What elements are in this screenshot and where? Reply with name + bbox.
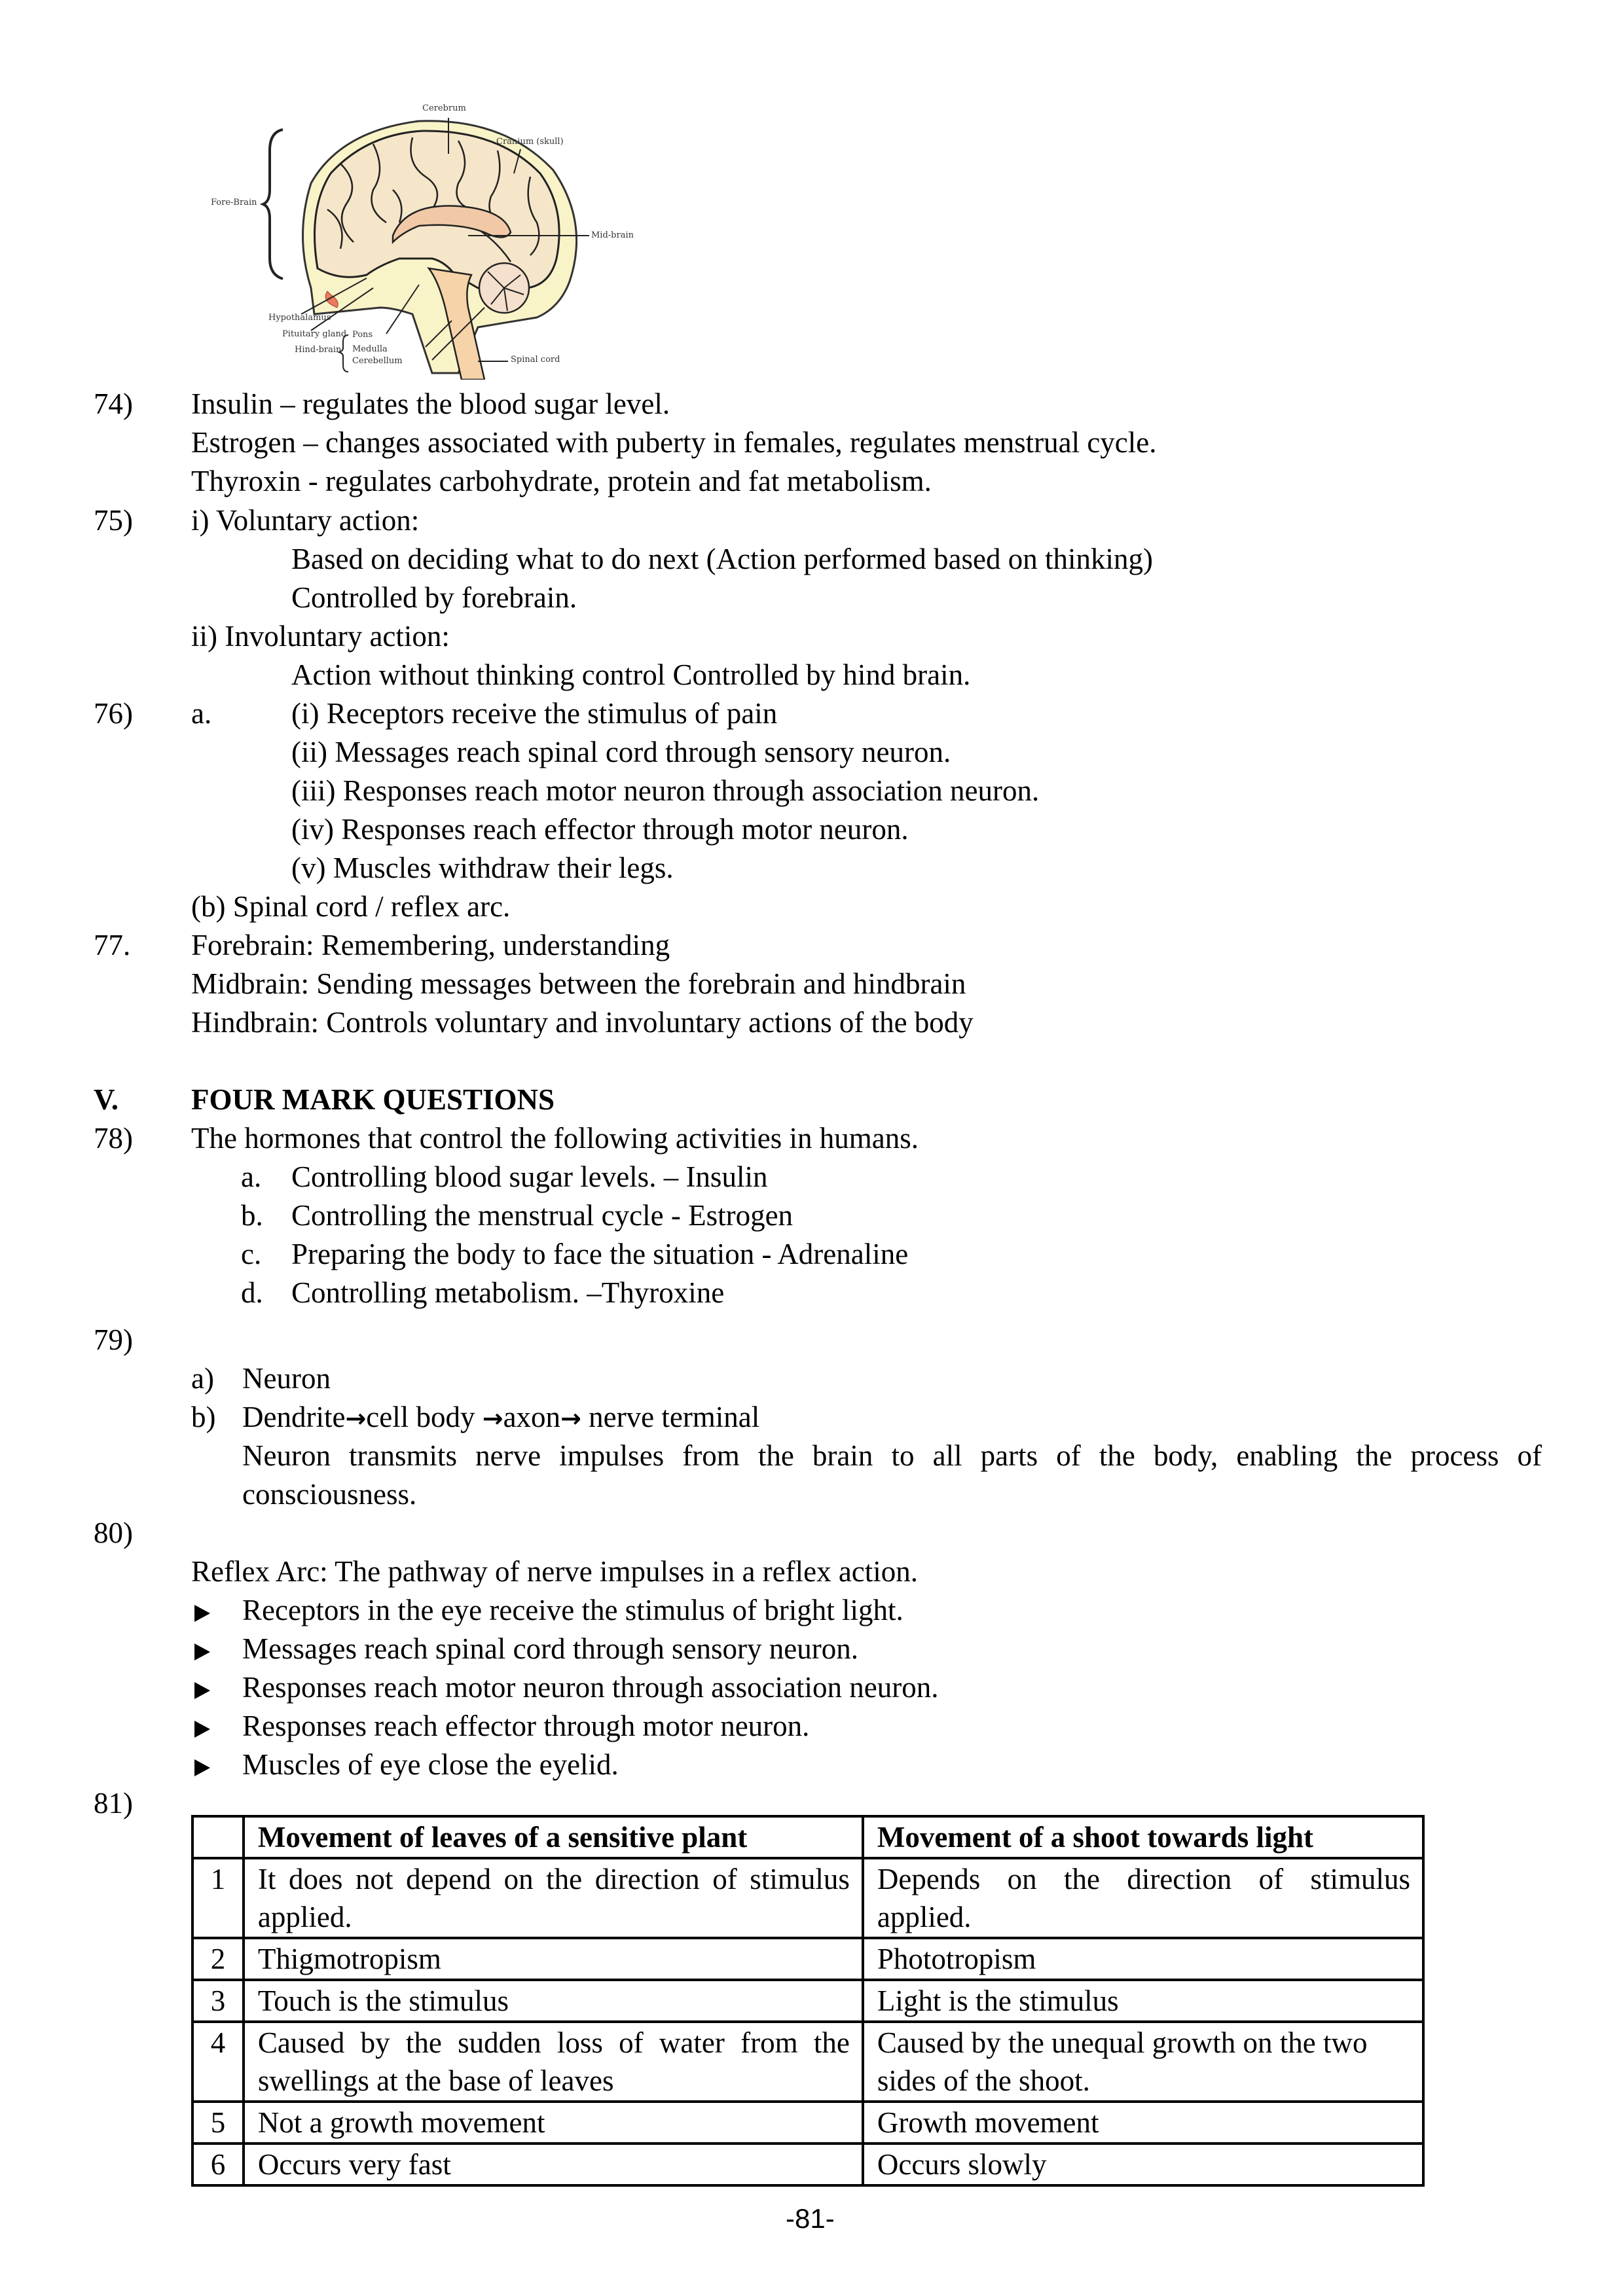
q80-bullet-2 bbox=[194, 1630, 210, 1668]
cell-shoot: Occurs slowly bbox=[863, 2144, 1423, 2185]
row-number: 2 bbox=[192, 1938, 244, 1980]
label-cerebrum: Cerebrum bbox=[422, 103, 466, 113]
q80-item-2: Messages reach spinal cord through sensory neuron. bbox=[242, 1632, 859, 1665]
row-number: 5 bbox=[192, 2102, 244, 2144]
q78-item-c-label: c. bbox=[241, 1238, 262, 1270]
q78-item-a-label: a. bbox=[241, 1160, 262, 1193]
q78-intro: The hormones that control the following activities in humans. bbox=[191, 1122, 919, 1155]
label-pons: Pons bbox=[352, 330, 373, 340]
q77-number: 77. bbox=[94, 929, 131, 961]
table-header-shoot: Movement of a shoot towards light bbox=[863, 1816, 1423, 1858]
label-medulla: Medulla bbox=[352, 344, 388, 354]
q76-step-5: (v) Muscles withdraw their legs. bbox=[291, 852, 674, 884]
q77-line-2: Midbrain: Sending messages between the forebrain and hindbrain bbox=[191, 967, 966, 1000]
q79-explanation-line-1: Neuron transmits nerve impulses from the brain to all parts of the body, enabling the process of bbox=[242, 1439, 1542, 1472]
q75-number: 75) bbox=[94, 504, 133, 537]
arrowhead-bullet-icon bbox=[194, 1643, 210, 1660]
q74-number: 74) bbox=[94, 387, 133, 420]
cell-sensitive-plant: Touch is the stimulus bbox=[244, 1980, 863, 2022]
label-cranium: Cranium (skull) bbox=[496, 137, 564, 147]
table-header-sensitive-plant: Movement of leaves of a sensitive plant bbox=[244, 1816, 863, 1858]
q78-number: 78) bbox=[94, 1122, 133, 1155]
q77-line-3: Hindbrain: Controls voluntary and involuntary actions of the body bbox=[191, 1006, 974, 1039]
q81-number: 81) bbox=[94, 1787, 133, 1820]
row-number: 1 bbox=[192, 1858, 244, 1938]
q80-item-5: Muscles of eye close the eyelid. bbox=[242, 1748, 619, 1781]
flow-axon: axon bbox=[503, 1401, 561, 1433]
q78-item-b-label: b. bbox=[241, 1199, 263, 1232]
q79-a-label: a) bbox=[191, 1362, 214, 1395]
cell-sensitive-plant: It does not depend on the direction of stimulus applied. bbox=[244, 1858, 863, 1938]
q80-bullet-5 bbox=[194, 1746, 210, 1784]
table-row bbox=[192, 2144, 1423, 2185]
q76-step-1: (i) Receptors receive the stimulus of pain bbox=[291, 697, 778, 730]
label-spinal-cord: Spinal cord bbox=[511, 355, 560, 365]
q79-b-flow bbox=[242, 1398, 759, 1437]
q76-step-2: (ii) Messages reach spinal cord through sensory neuron. bbox=[291, 736, 951, 768]
q80-definition: Reflex Arc: The pathway of nerve impulses in a reflex action. bbox=[191, 1555, 919, 1588]
arrowhead-bullet-icon bbox=[194, 1721, 210, 1738]
label-fore-brain: Fore-Brain bbox=[211, 198, 257, 207]
q80-item-4: Responses reach effector through motor neuron. bbox=[242, 1710, 810, 1742]
q79-explanation-line-2: consciousness. bbox=[242, 1478, 417, 1511]
arrowhead-bullet-icon bbox=[194, 1759, 210, 1776]
cell-shoot: Light is the stimulus bbox=[863, 1980, 1423, 2022]
row-number: 6 bbox=[192, 2144, 244, 2185]
right-arrow-icon: → bbox=[345, 1404, 367, 1433]
q76-part-b: (b) Spinal cord / reflex arc. bbox=[191, 890, 511, 923]
table-header-num bbox=[192, 1816, 244, 1858]
table-row bbox=[192, 1938, 1423, 1980]
q74-line-3: Thyroxin - regulates carbohydrate, protein and fat metabolism. bbox=[191, 465, 932, 497]
flow-cell-body: cell body bbox=[366, 1401, 483, 1433]
cell-sensitive-plant: Not a growth movement bbox=[244, 2102, 863, 2144]
label-pituitary-gland: Pituitary gland bbox=[282, 329, 347, 339]
q75-voluntary-heading: i) Voluntary action: bbox=[191, 504, 420, 537]
q80-item-1: Receptors in the eye receive the stimulus of bright light. bbox=[242, 1594, 903, 1626]
label-hind-brain: Hind-brain bbox=[295, 345, 342, 355]
right-arrow-icon: → bbox=[560, 1404, 581, 1433]
cell-sensitive-plant: Occurs very fast bbox=[244, 2144, 863, 2185]
q76-step-4: (iv) Responses reach effector through motor neuron. bbox=[291, 813, 909, 846]
q80-bullet-4 bbox=[194, 1707, 210, 1746]
table-header-row bbox=[192, 1816, 1423, 1858]
q79-a-text: Neuron bbox=[242, 1362, 331, 1395]
cell-shoot: Growth movement bbox=[863, 2102, 1423, 2144]
q74-line-1: Insulin – regulates the blood sugar level. bbox=[191, 387, 670, 420]
q78-item-a: Controlling blood sugar levels. – Insulin bbox=[291, 1160, 768, 1193]
q76-number: 76) bbox=[94, 697, 133, 730]
q80-number: 80) bbox=[94, 1516, 133, 1549]
table-row bbox=[192, 2022, 1423, 2102]
label-hypothalamus: Hypothalamus bbox=[268, 313, 331, 323]
q75-voluntary-line-2: Controlled by forebrain. bbox=[291, 581, 577, 614]
q79-number: 79) bbox=[94, 1323, 133, 1356]
table-row bbox=[192, 2102, 1423, 2144]
cell-shoot: Depends on the direction of stimulus applied. bbox=[863, 1858, 1423, 1938]
q75-voluntary-line-1: Based on deciding what to do next (Action performed based on thinking) bbox=[291, 543, 1153, 575]
section-number: V. bbox=[94, 1083, 119, 1116]
row-number: 4 bbox=[192, 2022, 244, 2102]
row-number: 3 bbox=[192, 1980, 244, 2022]
q75-involuntary-heading: ii) Involuntary action: bbox=[191, 620, 450, 653]
right-arrow-icon: → bbox=[482, 1404, 503, 1433]
q78-item-d-label: d. bbox=[241, 1276, 263, 1309]
q80-bullet-3 bbox=[194, 1668, 210, 1707]
cell-sensitive-plant: Caused by the sudden loss of water from the swellings at the base of leaves bbox=[244, 2022, 863, 2102]
cell-shoot: Caused by the unequal growth on the two sides of the shoot. bbox=[863, 2022, 1423, 2102]
q74-line-2: Estrogen – changes associated with puberty in females, regulates menstrual cycle. bbox=[191, 426, 1157, 459]
q79-b-label: b) bbox=[191, 1401, 216, 1433]
brain-diagram bbox=[196, 92, 668, 380]
q78-item-c: Preparing the body to face the situation - Adrenaline bbox=[291, 1238, 909, 1270]
label-cerebellum: Cerebellum bbox=[352, 356, 403, 366]
flow-nerve-terminal: nerve terminal bbox=[581, 1401, 760, 1433]
comparison-table bbox=[191, 1815, 1425, 2187]
q76-part-a-label: a. bbox=[191, 697, 212, 730]
q78-item-d: Controlling metabolism. –Thyroxine bbox=[291, 1276, 725, 1309]
q80-bullet-1 bbox=[194, 1591, 210, 1630]
q77-line-1: Forebrain: Remembering, understanding bbox=[191, 929, 670, 961]
q76-step-3: (iii) Responses reach motor neuron through association neuron. bbox=[291, 774, 1040, 807]
table-row bbox=[192, 1980, 1423, 2022]
q75-involuntary-line-1: Action without thinking control Controlled by hind brain. bbox=[291, 658, 971, 691]
arrowhead-bullet-icon bbox=[194, 1605, 210, 1622]
cell-sensitive-plant: Thigmotropism bbox=[244, 1938, 863, 1980]
section-title: FOUR MARK QUESTIONS bbox=[191, 1083, 555, 1116]
flow-dendrite: Dendrite bbox=[242, 1401, 346, 1433]
table-row bbox=[192, 1858, 1423, 1938]
arrowhead-bullet-icon bbox=[194, 1682, 210, 1699]
q80-item-3: Responses reach motor neuron through association neuron. bbox=[242, 1671, 939, 1704]
q78-item-b: Controlling the menstrual cycle - Estrogen bbox=[291, 1199, 793, 1232]
cell-shoot: Phototropism bbox=[863, 1938, 1423, 1980]
label-mid-brain: Mid-brain bbox=[591, 230, 634, 240]
page-number: -81- bbox=[786, 2203, 835, 2234]
